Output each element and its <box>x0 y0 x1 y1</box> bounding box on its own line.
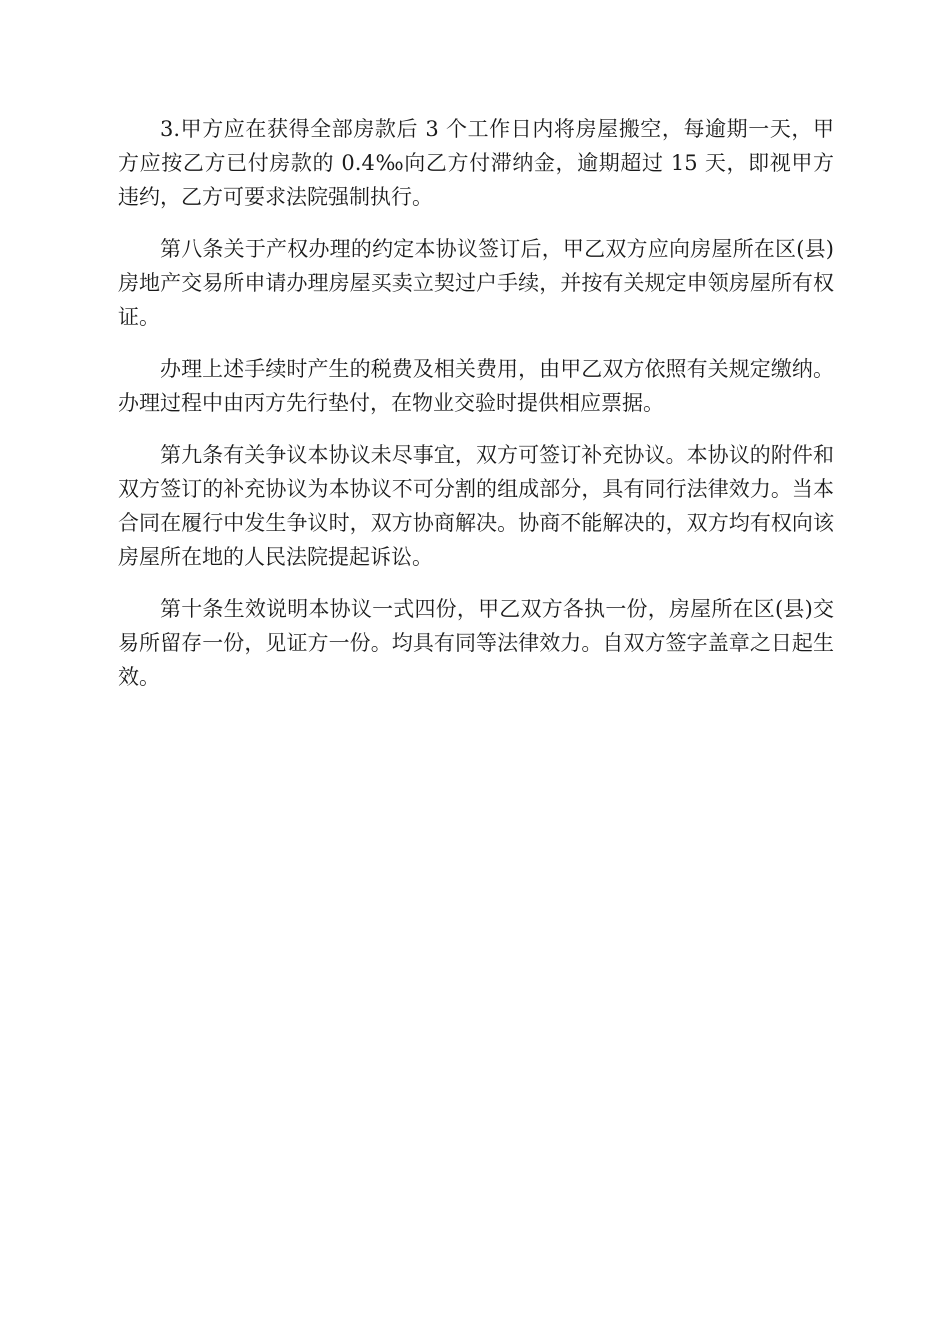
paragraph-article-10: 第十条生效说明本协议一式四份，甲乙双方各执一份，房屋所在区(县)交易所留存一份，见证方一份。均具有同等法律效力。自双方签字盖章之日起生效。 <box>118 597 834 689</box>
paragraph-fees: 办理上述手续时产生的税费及相关费用，由甲乙双方依照有关规定缴纳。办理过程中由丙方先行垫付，在物业交验时提供相应票据。 <box>118 357 834 415</box>
paragraph-clause-7-3: 3.甲方应在获得全部房款后 3 个工作日内将房屋搬空，每逾期一天，甲方应按乙方已付房款的 0.4‰向乙方付滞纳金，逾期超过 15 天，即视甲方违约，乙方可要求法院强制执行。 <box>118 117 834 209</box>
paragraph-article-8: 第八条关于产权办理的约定本协议签订后，甲乙双方应向房屋所在区(县)房地产交易所申请办理房屋买卖立契过户手续，并按有关规定申领房屋所有权证。 <box>118 237 834 329</box>
document-body <box>118 112 834 712</box>
paragraph-article-9: 第九条有关争议本协议未尽事宜，双方可签订补充协议。本协议的附件和双方签订的补充协议为本协议不可分割的组成部分，具有同行法律效力。当本合同在履行中发生争议时，双方协商解决。协商不能解决的，双方均有权向该房屋所在地的人民法院提起诉讼。 <box>118 443 834 569</box>
